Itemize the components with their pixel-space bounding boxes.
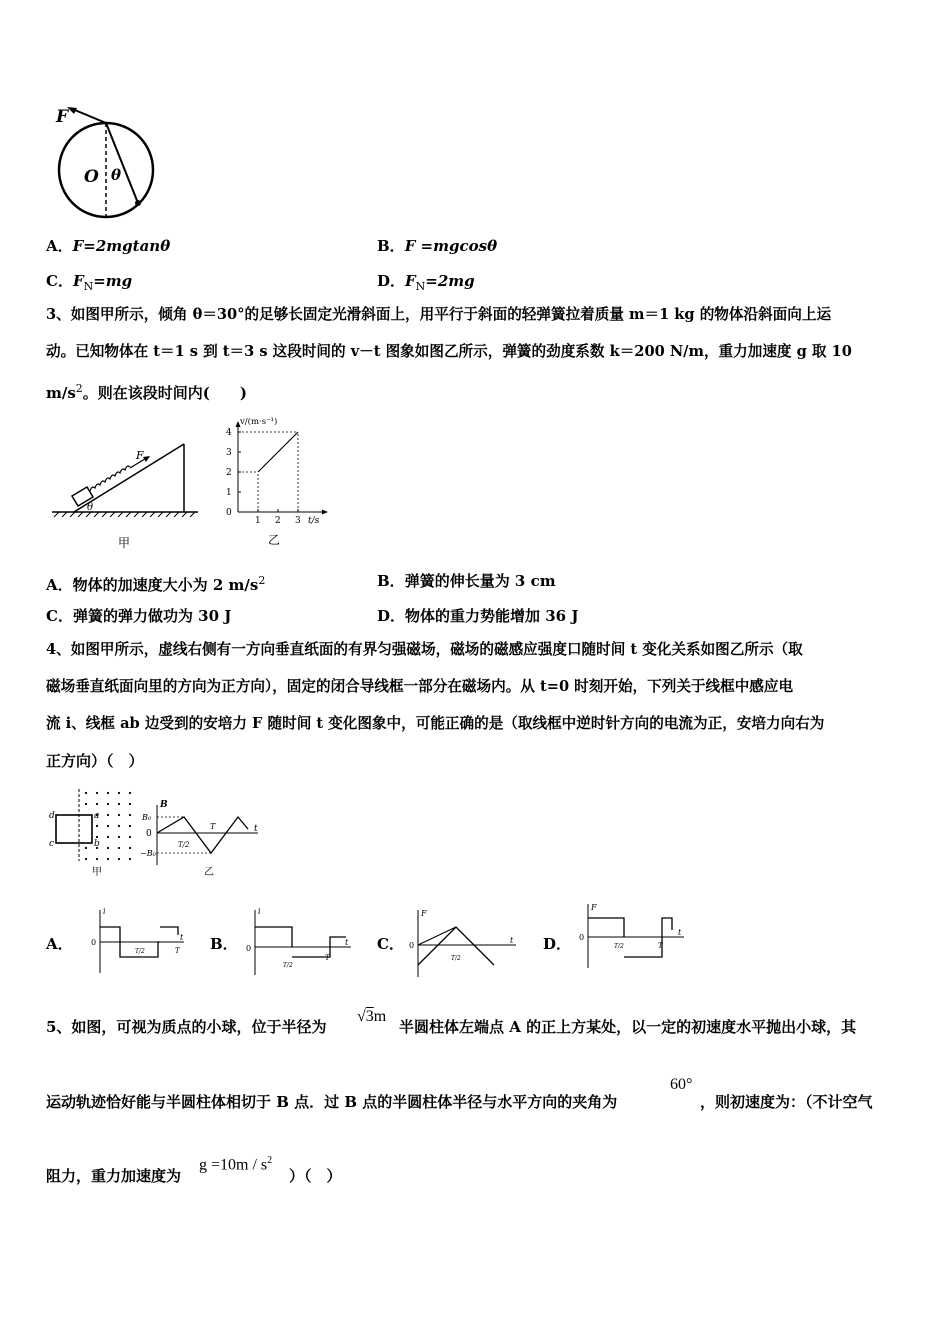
svg-text:i: i xyxy=(103,907,106,916)
q2-ball xyxy=(135,200,141,206)
q4-loop-figure xyxy=(46,785,146,880)
svg-text:0: 0 xyxy=(91,938,97,947)
q5-line-2-a: 运动轨迹恰好能与半圆柱体相切于 B 点．过 B 点的半圆柱体半径与水平方向的夹角为 xyxy=(46,1093,618,1111)
q3-line-2: 动。已知物体在 t＝1 s 到 t＝3 s 这段时间的 v－t 图象如图乙所示，弹簧的劲度系数 k＝200 N/m，重力加速度 g 取 10 xyxy=(46,343,852,360)
q2-option-b-text: F =mgcosθ xyxy=(404,237,498,255)
svg-text:T/2: T/2 xyxy=(614,943,624,950)
q4-line-3: 流 i、线框 ab 边受到的安培力 F 随时间 t 变化图象中，可能正确的是（取线框中逆时针方向的电流为正，安培力向右为 xyxy=(46,715,825,732)
field-dot xyxy=(129,792,131,794)
q4-option-a-letter: A． xyxy=(46,935,73,953)
svg-text:t: t xyxy=(345,938,349,947)
field-dot xyxy=(107,858,109,860)
q5-angle: 60° xyxy=(670,1076,693,1093)
q3-angle-label: θ xyxy=(87,502,94,513)
q4-bt-label-0: 0 xyxy=(146,829,152,839)
q3-line-1: 3、如图甲所示，倾角 θ＝30°的足够长固定光滑斜面上，用平行于斜面的轻弹簧拉着质量 m＝1 kg 的物体沿斜面向上运 xyxy=(46,306,832,323)
svg-text:0: 0 xyxy=(579,933,585,942)
field-dot xyxy=(118,858,120,860)
svg-text:T/2: T/2 xyxy=(451,955,461,962)
q4-bt-label-t: t xyxy=(254,824,258,834)
q4-label-d: d xyxy=(49,811,55,821)
field-dot xyxy=(85,803,87,805)
field-dot xyxy=(96,858,98,860)
q4-line-2: 磁场垂直纸面向里的方向为正方向），固定的闭合导线框一部分在磁场内。从 t=0 时刻开始，下列关于线框中感应电 xyxy=(46,678,794,695)
q3-line-3: $m/s^2$。则在该段时间内( ) xyxy=(46,382,247,402)
vt-x-arrow xyxy=(322,510,328,515)
q4-label-c: c xyxy=(49,839,55,849)
q5-line-2-b: ，则初速度为：（不计空气 xyxy=(700,1093,873,1111)
vt-caption-yi: 乙 xyxy=(268,533,281,547)
vt-xtick-label: 2 xyxy=(275,516,281,526)
q3-option-d: D．物体的重力势能增加 36 J xyxy=(377,607,579,625)
q3-spring xyxy=(90,466,130,491)
q5-radius-expr: √3m xyxy=(357,1008,387,1025)
svg-text:t: t xyxy=(510,936,514,945)
svg-text:t: t xyxy=(180,933,184,942)
q4-d-curve xyxy=(588,918,624,937)
vt-xlabel: t/s xyxy=(308,516,320,526)
field-dot xyxy=(129,825,131,827)
q4-caption-yi: 乙 xyxy=(204,867,214,878)
q2-chord xyxy=(106,123,138,203)
field-dot xyxy=(129,803,131,805)
q3-incline-figure xyxy=(50,440,210,550)
field-dot xyxy=(118,803,120,805)
field-dot xyxy=(96,836,98,838)
field-dot xyxy=(118,825,120,827)
q2-angle-label: θ xyxy=(111,166,122,184)
svg-text:0: 0 xyxy=(246,944,252,953)
q4-option-a-graph xyxy=(88,905,188,980)
q2-option-b: B．F =mgcosθ xyxy=(377,237,498,255)
svg-text:F: F xyxy=(591,903,597,912)
svg-text:T/2: T/2 xyxy=(283,962,293,969)
field-dot xyxy=(129,847,131,849)
svg-text:T/2: T/2 xyxy=(135,948,145,955)
field-dot xyxy=(96,803,98,805)
q4-option-c-letter: C． xyxy=(377,935,404,953)
q5-line-3-b: ）（ ） xyxy=(289,1167,342,1185)
vt-ylabel: v/(m·s⁻¹) xyxy=(240,417,278,427)
q4-option-d-graph xyxy=(578,900,690,978)
vt-ytick-label: 3 xyxy=(226,448,232,458)
q4-b-curve xyxy=(255,927,292,947)
q2-option-c: C．$F_N=mg$ xyxy=(46,272,133,293)
field-dot xyxy=(107,792,109,794)
q4-bt-wave xyxy=(157,817,248,853)
svg-text:i: i xyxy=(258,907,261,916)
q4-line-4: 正方向）（ ） xyxy=(46,752,144,770)
q3-force-label: F xyxy=(136,449,144,462)
svg-text:F: F xyxy=(421,909,427,918)
field-dot xyxy=(129,858,131,860)
q3-caption-jia: 甲 xyxy=(118,536,131,550)
vt-ytick-label: 0 xyxy=(226,508,232,518)
q4-label-b: b xyxy=(94,839,100,849)
field-dot xyxy=(129,814,131,816)
field-dot xyxy=(96,792,98,794)
q4-option-b-graph xyxy=(243,905,355,980)
field-dot xyxy=(129,836,131,838)
q3-option-a: A．物体的加速度大小为 2 $m/s^2$ xyxy=(46,574,266,594)
q5-line-1-a: 5、如图，可视为质点的小球，位于半径为 xyxy=(46,1018,327,1036)
field-dot xyxy=(107,803,109,805)
vt-ytick-label: 2 xyxy=(226,468,232,478)
q4-line-1: 4、如图甲所示，虚线右侧有一方向垂直纸面的有界匀强磁场，磁场的磁感应强度口随时间 t 变化关系如图乙所示（取 xyxy=(46,641,803,658)
field-dot xyxy=(118,847,120,849)
q4-option-b-letter: B． xyxy=(210,935,238,953)
q5-line-3-a: 阻力，重力加速度为 xyxy=(46,1167,182,1185)
q4-bt-label-B0: B₀ xyxy=(142,813,152,822)
vt-xtick-label: 3 xyxy=(295,516,301,526)
vt-xtick-label: 1 xyxy=(255,516,261,526)
field-dot xyxy=(107,847,109,849)
q2-option-a: A．F=2mgtanθ xyxy=(46,237,171,255)
q4-option-d-letter: D． xyxy=(543,935,572,953)
field-dot xyxy=(118,792,120,794)
svg-text:T: T xyxy=(658,942,663,950)
q3-option-c: C．弹簧的弹力做功为 30 J xyxy=(46,607,232,625)
q2-center-label: O xyxy=(84,167,99,187)
q5-g-expr: $g =10m / s^2$ xyxy=(199,1155,273,1174)
svg-text:T: T xyxy=(325,954,330,962)
q4-loop xyxy=(56,815,92,843)
q4-bt-label-B: B xyxy=(160,800,168,810)
q2-force-label: F xyxy=(56,107,69,127)
q2-circle-figure xyxy=(50,100,170,225)
field-dot xyxy=(107,825,109,827)
field-dot xyxy=(85,858,87,860)
q4-bt-label-negB0: −B₀ xyxy=(140,849,156,858)
sqrt-icon: √ xyxy=(357,1008,366,1025)
q4-bt-figure xyxy=(140,795,270,880)
q2-force-arrowhead xyxy=(67,107,77,114)
field-dot xyxy=(107,814,109,816)
field-dot xyxy=(118,814,120,816)
svg-text:t: t xyxy=(678,928,682,937)
field-dot xyxy=(85,792,87,794)
svg-text:0: 0 xyxy=(409,941,415,950)
q5-line-1-b: 半圆柱体左端点 A 的正上方某处，以一定的初速度水平抛出小球，其 xyxy=(399,1018,857,1036)
q4-caption-jia: 甲 xyxy=(92,867,102,878)
q2-option-d: D．$F_N=2mg$ xyxy=(377,272,475,293)
svg-text:T: T xyxy=(175,947,180,955)
q3-option-b: B．弹簧的伸长量为 3 cm xyxy=(377,572,556,590)
field-dot xyxy=(118,836,120,838)
q2-option-a-text: F=2mgtanθ xyxy=(72,237,171,255)
q3-vt-chart xyxy=(220,410,340,550)
q4-label-a: a xyxy=(94,811,100,821)
vt-series-line xyxy=(258,432,298,472)
field-dot xyxy=(85,847,87,849)
field-dot xyxy=(107,836,109,838)
q4-option-c-graph xyxy=(408,905,520,980)
q4-bt-label-T2: T/2 xyxy=(178,841,190,849)
field-dot xyxy=(96,825,98,827)
vt-ytick-label: 1 xyxy=(226,488,232,498)
q4-bt-label-T: T xyxy=(210,822,216,831)
vt-ytick-label: 4 xyxy=(226,428,232,438)
